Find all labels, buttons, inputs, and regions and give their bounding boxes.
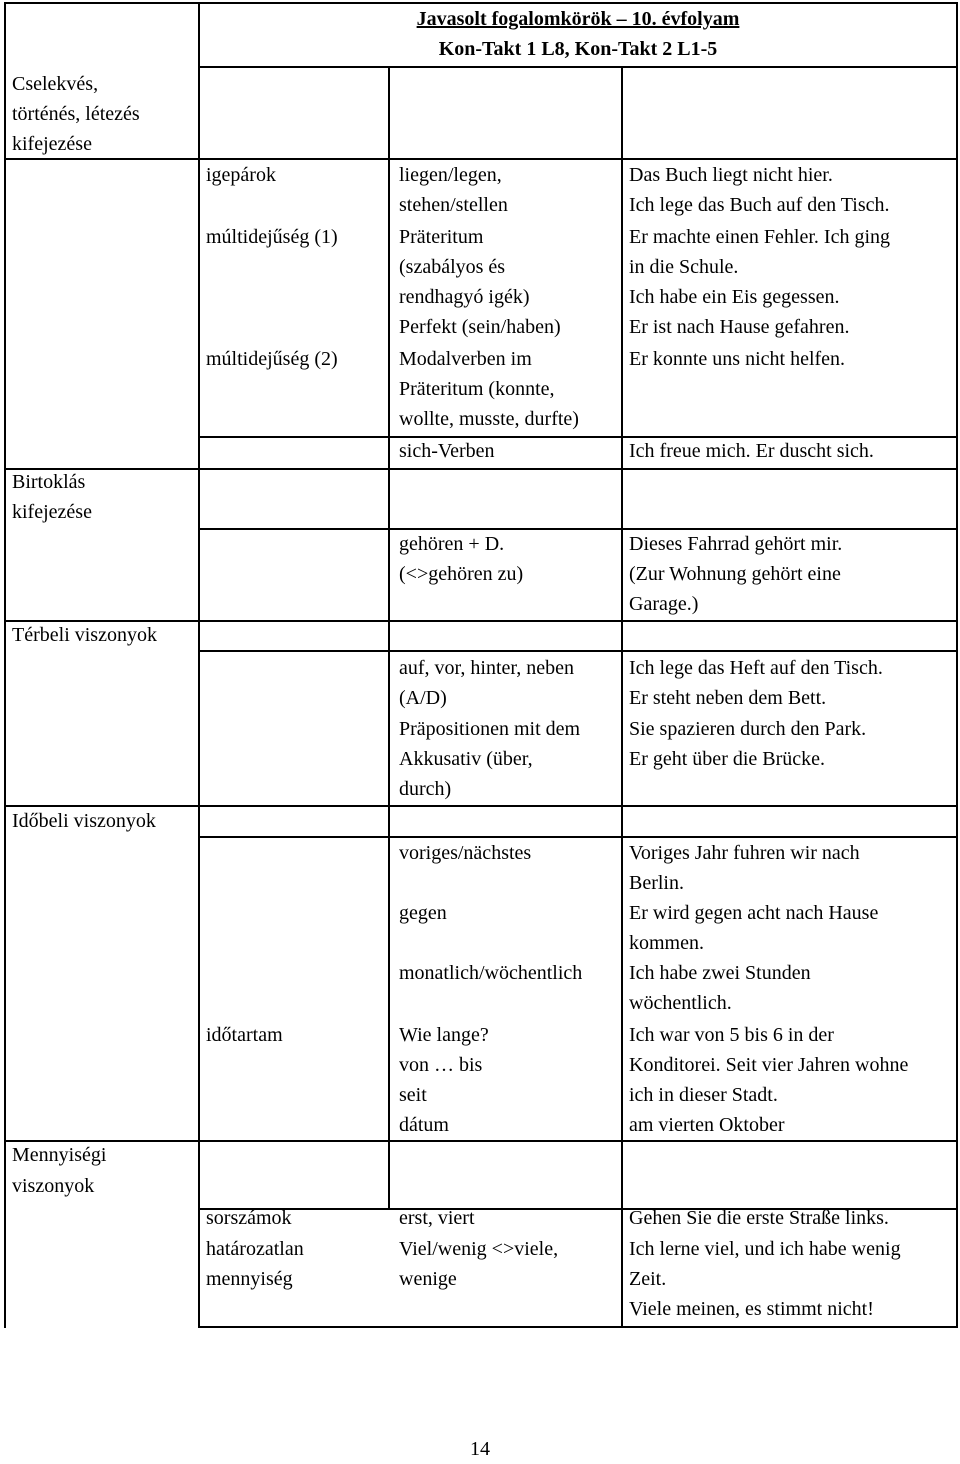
table-cell-grammar: (<>gehören zu) [399, 563, 524, 585]
table-cell-grammar: wenige [399, 1268, 457, 1290]
column-divider-1 [198, 2, 200, 1328]
table-cell-example: am vierten Oktober [629, 1114, 785, 1136]
table-cell-grammar: dátum [399, 1114, 449, 1136]
document-subtitle: Kon-Takt 1 L8, Kon-Takt 2 L1-5 [438, 38, 718, 60]
section-heading: kifejezése [12, 133, 92, 155]
table-cell-example: wöchentlich. [629, 992, 732, 1014]
table-cell-example: Ich war von 5 bis 6 in der [629, 1024, 834, 1046]
table-cell-grammar: liegen/legen, [399, 164, 502, 186]
table-cell-grammar: Perfekt (sein/haben) [399, 316, 561, 338]
table-cell-example: Ich lege das Buch auf den Tisch. [629, 194, 890, 216]
section-heading: Mennyiségi [12, 1144, 107, 1166]
table-cell-grammar: Präpositionen mit dem [399, 718, 581, 740]
table-cell-category: határozatlan [206, 1238, 304, 1260]
table-cell-grammar: sich-Verben [399, 440, 495, 462]
row-separator [4, 1140, 958, 1142]
section-heading: Időbeli viszonyok [12, 810, 156, 832]
table-cell-grammar: Viel/wenig <>viele, [399, 1238, 559, 1260]
table-border-right [956, 2, 958, 1328]
table-cell-grammar: Akkusativ (über, [399, 748, 533, 770]
column-divider-2 [388, 66, 390, 1208]
table-cell-example: Er geht über die Brücke. [629, 748, 826, 770]
table-cell-category: időtartam [206, 1024, 283, 1046]
table-cell-example: Er konnte uns nicht helfen. [629, 348, 846, 370]
table-cell-example: Ich habe ein Eis gegessen. [629, 286, 840, 308]
table-cell-example: Ich lerne viel, und ich habe wenig [629, 1238, 901, 1260]
table-cell-category: sorszámok [206, 1207, 292, 1229]
table-cell-grammar: seit [399, 1084, 427, 1106]
table-cell-grammar: gegen [399, 902, 447, 924]
table-cell-example: in die Schule. [629, 256, 739, 278]
table-cell-grammar: monatlich/wöchentlich [399, 962, 583, 984]
table-cell-example: Ich lege das Heft auf den Tisch. [629, 657, 883, 679]
table-cell-example: Gehen Sie die erste Straße links. [629, 1207, 889, 1229]
table-cell-grammar: durch) [399, 778, 452, 800]
table-cell-grammar: Wie lange? [399, 1024, 489, 1046]
table-cell-grammar: Präteritum [399, 226, 484, 248]
table-border-bottom [198, 1326, 958, 1328]
row-separator [198, 528, 958, 530]
table-cell-example: ich in dieser Stadt. [629, 1084, 778, 1106]
section-heading: viszonyok [12, 1175, 95, 1197]
table-cell-example: Garage.) [629, 593, 699, 615]
table-border-left [4, 2, 6, 1328]
table-cell-example: Konditorei. Seit vier Jahren wohne [629, 1054, 909, 1076]
table-cell-grammar: Präteritum (konnte, [399, 378, 555, 400]
row-separator [198, 66, 958, 68]
table-cell-example: Er machte einen Fehler. Ich ging [629, 226, 891, 248]
table-cell-grammar: gehören + D. [399, 533, 505, 555]
column-divider-3 [621, 66, 623, 1328]
section-heading: Birtoklás [12, 471, 86, 493]
section-heading: Térbeli viszonyok [12, 624, 157, 646]
table-cell-grammar: erst, viert [399, 1207, 475, 1229]
table-cell-grammar: voriges/nächstes [399, 842, 532, 864]
table-cell-category: múltidejűség (2) [206, 348, 338, 370]
table-cell-example: Er steht neben dem Bett. [629, 687, 827, 709]
row-separator [198, 650, 958, 652]
table-cell-example: Ich freue mich. Er duscht sich. [629, 440, 874, 462]
table-cell-example: Er wird gegen acht nach Hause [629, 902, 879, 924]
table-cell-example: Dieses Fahrrad gehört mir. [629, 533, 843, 555]
section-heading: történés, létezés [12, 103, 140, 125]
table-cell-category: igepárok [206, 164, 276, 186]
section-heading: Cselekvés, [12, 73, 99, 95]
table-cell-example: Zeit. [629, 1268, 667, 1290]
table-cell-example: Viele meinen, es stimmt nicht! [629, 1298, 874, 1320]
table-cell-grammar: Modalverben im [399, 348, 532, 370]
table-cell-grammar: (szabályos és [399, 256, 506, 278]
table-cell-grammar: rendhagyó igék) [399, 286, 530, 308]
section-heading: kifejezése [12, 501, 92, 523]
table-cell-example: Er ist nach Hause gefahren. [629, 316, 850, 338]
table-cell-category: mennyiség [206, 1268, 293, 1290]
table-cell-grammar: auf, vor, hinter, neben [399, 657, 574, 679]
page-number: 14 [470, 1438, 490, 1460]
table-cell-grammar: wollte, musste, durfte) [399, 408, 579, 430]
table-cell-example: Das Buch liegt nicht hier. [629, 164, 833, 186]
row-separator [4, 468, 958, 470]
table-cell-category: múltidejűség (1) [206, 226, 338, 248]
table-cell-example: Voriges Jahr fuhren wir nach [629, 842, 860, 864]
table-cell-example: Ich habe zwei Stunden [629, 962, 811, 984]
table-cell-example: (Zur Wohnung gehört eine [629, 563, 841, 585]
table-cell-example: kommen. [629, 932, 704, 954]
document-title: Javasolt fogalomkörök – 10. évfolyam [416, 8, 740, 30]
table-cell-grammar: von … bis [399, 1054, 483, 1076]
table-cell-example: Sie spazieren durch den Park. [629, 718, 867, 740]
table-cell-grammar: (A/D) [399, 687, 447, 709]
table-cell-example: Berlin. [629, 872, 684, 894]
table-cell-grammar: stehen/stellen [399, 194, 508, 216]
